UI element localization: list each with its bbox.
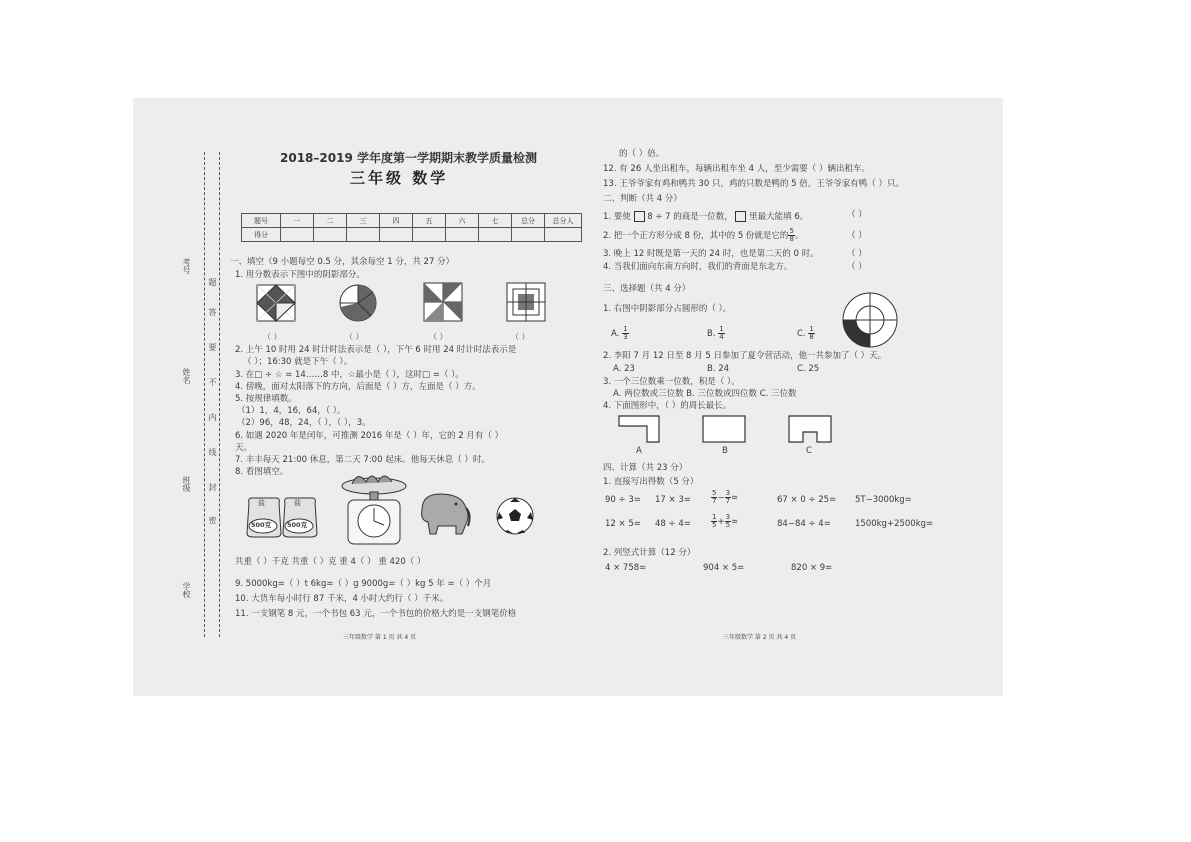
- score-input-cell[interactable]: [380, 228, 413, 242]
- score-table: [241, 213, 582, 242]
- score-cell: 总分: [512, 214, 545, 228]
- section-heading: 四、计算（共 23 分）: [603, 463, 688, 473]
- score-cell: 题号: [242, 214, 281, 228]
- score-cell: 七: [479, 214, 512, 228]
- calc-item: 5T−3000kg=: [855, 495, 912, 505]
- equals: =: [731, 517, 739, 527]
- fraction-denominator: 8: [809, 333, 814, 341]
- fraction-denominator: 7: [712, 497, 717, 505]
- choice-option[interactable]: C. 25: [797, 364, 820, 374]
- question-text: 的（ ）倍。: [619, 149, 665, 159]
- answer-blank[interactable]: （ ）: [511, 332, 530, 341]
- seal-char: 封: [208, 483, 217, 491]
- score-cell: 总分人: [545, 214, 582, 228]
- answer-blank[interactable]: （ ）: [345, 332, 364, 341]
- question-text: 1. 直接写出得数（5 分）: [603, 477, 699, 487]
- margin-label-school: 学校: [182, 582, 191, 598]
- question-text: 10. 大货车每小时行 87 千米，4 小时大约行（ ）千米。: [235, 594, 449, 604]
- calc-fraction-expression: [711, 514, 738, 529]
- choice-letter: A.: [611, 329, 620, 339]
- score-table-score-row: [242, 228, 582, 242]
- elephant-picture: [416, 490, 472, 536]
- fraction-numerator: 1: [809, 325, 814, 333]
- judge-text: 里最大能填 6。: [749, 212, 809, 222]
- question-text: 4. 下面图形中，（ ）的周长最长。: [603, 401, 732, 411]
- judge-text: 。: [794, 231, 804, 241]
- fraction-numerator: 1: [623, 325, 628, 333]
- calc-item: 48 ÷ 4=: [655, 519, 691, 529]
- shape-label: B: [722, 446, 728, 456]
- exam-sheet: [133, 98, 1003, 696]
- operator: +: [717, 517, 725, 527]
- choice-option[interactable]: [611, 326, 629, 341]
- calc-item: 4 × 758=: [605, 563, 647, 573]
- question-text: 12. 有 26 人坐出租车，每辆出租车坐 4 人，至少需要（ ）辆出租车。: [603, 164, 870, 174]
- fraction-pinwheel-figure: [422, 281, 464, 323]
- seal-char: 密: [208, 516, 217, 524]
- margin-label-class: 班级: [182, 476, 191, 492]
- question-text: （ ）；16:30 就是下午（ ）。: [243, 357, 353, 367]
- question-text: 2. 李阳 7 月 12 日至 8 月 5 日参加了夏令营活动，他一共参加了（ ）天。: [603, 351, 887, 361]
- binding-margin: [204, 152, 220, 637]
- fraction: [808, 326, 814, 341]
- fraction-denominator: 8: [789, 235, 794, 243]
- score-cell: 五: [413, 214, 446, 228]
- blank-box[interactable]: [735, 211, 746, 222]
- score-input-cell[interactable]: [314, 228, 347, 242]
- judge-text: 2. 把一个正方形分成 8 份，其中的 5 份就是它的: [603, 231, 789, 241]
- salt-bag-weight: 500克: [287, 521, 308, 529]
- seal-char: 内: [208, 413, 217, 421]
- score-cell: 四: [380, 214, 413, 228]
- question-text: 8. 看图填空。: [235, 467, 289, 477]
- choice-options[interactable]: A. 两位数或三位数 B. 三位数或四位数 C. 三位数: [613, 389, 797, 399]
- question-text: 1. 用分数表示下图中的阴影部分。: [235, 270, 365, 280]
- question-text: 5. 按规律填数。: [235, 394, 297, 404]
- score-table-header-row: [242, 214, 582, 228]
- answer-blank[interactable]: （ ）: [847, 249, 867, 259]
- answer-blank[interactable]: （ ）: [429, 332, 448, 341]
- choice-letter: C.: [797, 329, 806, 339]
- question-text: 1. 右图中阴影部分占圆形的（ ）。: [603, 304, 732, 314]
- equals: =: [731, 493, 739, 503]
- choice-option[interactable]: A. 23: [613, 364, 635, 374]
- score-input-cell[interactable]: [347, 228, 380, 242]
- calc-item: 67 × 0 ÷ 25=: [777, 495, 837, 505]
- score-cell: 六: [446, 214, 479, 228]
- seal-char: 答: [208, 308, 217, 316]
- answer-blank[interactable]: （ ）: [847, 231, 867, 241]
- judge-text: 8 ÷ 7 的商是一位数，: [647, 212, 733, 222]
- fraction-numerator: 1: [712, 513, 717, 521]
- circle-shading-figure: [840, 290, 900, 350]
- score-cell: 二: [314, 214, 347, 228]
- question-text: 3. 在□ ÷ ☆ = 14……8 中，☆最小是（ ），这时□ =（ ）。: [235, 370, 464, 380]
- answer-blank[interactable]: （ ）: [847, 262, 867, 272]
- score-cell: 三: [347, 214, 380, 228]
- score-input-cell[interactable]: [512, 228, 545, 242]
- seal-char: 不: [208, 378, 217, 386]
- seal-char: 要: [208, 343, 217, 351]
- score-input-cell[interactable]: [479, 228, 512, 242]
- fraction-square-figure: [505, 281, 547, 323]
- picture-captions: 共重（ ）千克 共重（ ）克 重 4（ ） 重 420（ ）: [235, 557, 426, 567]
- calc-item: 904 × 5=: [703, 563, 745, 573]
- section-heading: 一、填空（9 小题每空 0.5 分，其余每空 1 分，共 27 分）: [230, 257, 455, 267]
- judge-question: 4. 当我们面向东南方向时，我们的背面是东北方。: [603, 262, 793, 272]
- choice-letter: B.: [707, 329, 716, 339]
- exam-subtitle: 三年级 数学: [350, 169, 449, 187]
- question-text: 天。: [235, 443, 253, 453]
- fraction-denominator: 7: [725, 497, 731, 505]
- fraction-diamond-figure: [255, 283, 299, 323]
- fraction-denominator: 5: [712, 521, 717, 529]
- fraction-denominator: 3: [623, 333, 628, 341]
- fraction-circle-figure: [337, 283, 381, 323]
- calc-item: 90 ÷ 3=: [605, 495, 641, 505]
- question-text: 3. 一个三位数乘一位数，积是（ ）。: [603, 377, 740, 387]
- score-input-cell[interactable]: [446, 228, 479, 242]
- section-heading: 二、判断（共 4 分）: [603, 194, 682, 204]
- fraction-numerator: 5: [712, 489, 717, 497]
- judge-text: 1. 要使: [603, 212, 631, 222]
- judge-question: [603, 228, 803, 243]
- question-text: 7. 丰丰每天 21:00 休息，第二天 7:00 起床。他每天休息（ ）时。: [235, 455, 490, 465]
- score-cell: 一: [281, 214, 314, 228]
- score-cell: 得分: [242, 228, 281, 242]
- score-input-cell[interactable]: [413, 228, 446, 242]
- score-input-cell[interactable]: [545, 228, 582, 242]
- answer-blank[interactable]: （ ）: [847, 210, 867, 220]
- question-text: 2. 上午 10 时用 24 时计时法表示是（ ），下午 6 时用 24 时计时法表示是: [235, 345, 517, 355]
- page-footer: 三年级数学 第 1 页 共 4 页: [343, 634, 417, 641]
- choice-option[interactable]: [797, 326, 815, 341]
- seal-char: 题: [208, 278, 217, 286]
- calc-item: 820 × 9=: [791, 563, 833, 573]
- calc-item: 17 × 3=: [655, 495, 691, 505]
- question-text: 11. 一支钢笔 8 元，一个书包 63 元，一个书包的价格大约是一支钢笔价格: [235, 609, 517, 619]
- salt-bags-picture: [243, 493, 323, 539]
- score-input-cell[interactable]: [281, 228, 314, 242]
- question-text: 13. 王爷爷家有鸡和鸭共 30 只，鸡的只数是鸭的 5 倍，王爷爷家有鸭（ ）只。: [603, 179, 904, 189]
- answer-blank[interactable]: （ ）: [263, 332, 282, 341]
- fraction-numerator: 5: [789, 227, 794, 235]
- salt-bag-label: 盐: [294, 499, 301, 507]
- soccer-ball-picture: [495, 496, 535, 536]
- judge-question: 3. 晚上 12 时既是第一天的 24 时，也是第二天的 0 时。: [603, 249, 819, 259]
- blank-box[interactable]: [634, 211, 645, 222]
- margin-label-name: 姓名: [182, 368, 191, 384]
- fraction-denominator: 4: [719, 333, 724, 341]
- judge-question: [603, 211, 808, 222]
- question-text: 6. 如遇 2020 年是闰年，可推测 2016 年是（ ）年，它的 2 月有（ ）: [235, 431, 504, 441]
- fraction-numerator: 3: [725, 513, 731, 521]
- question-text: （2）96，48，24，（ ），（ ），3。: [237, 418, 371, 428]
- operator: −: [717, 493, 725, 503]
- salt-bag-label: 盐: [258, 499, 265, 507]
- choice-option[interactable]: B. 24: [707, 364, 730, 374]
- calc-fraction-expression: [711, 490, 738, 505]
- calc-item: 12 × 5=: [605, 519, 641, 529]
- fraction-numerator: 1: [719, 325, 724, 333]
- page-footer: 三年级数学 第 2 页 共 4 页: [723, 634, 797, 641]
- shape-label: A: [636, 446, 642, 456]
- question-text: 2. 列竖式计算（12 分）: [603, 548, 696, 558]
- margin-label-id: 考号: [182, 258, 191, 274]
- section-heading: 三、选择题（共 4 分）: [603, 284, 691, 294]
- fraction: [718, 326, 724, 341]
- scale-with-bananas-picture: [338, 470, 410, 548]
- seal-char: 线: [208, 448, 217, 456]
- question-text: 4. 傍晚，面对太阳落下的方向，后面是（ ）方，左面是（ ）方。: [235, 382, 481, 392]
- calc-item: 1500kg+2500kg=: [855, 519, 934, 529]
- shape-label: C: [806, 446, 812, 456]
- question-text: 9. 5000kg=（ ）t 6kg=（ ）g 9000g=（ ）kg 5 年 =（ ）个月: [235, 579, 492, 589]
- exam-title: 2018–2019 学年度第一学期期末教学质量检测: [280, 151, 537, 165]
- salt-bag-weight: 500克: [251, 521, 272, 529]
- calc-item: 84−84 ÷ 4=: [777, 519, 831, 529]
- perimeter-shapes-figure: [617, 414, 837, 446]
- fraction-denominator: 5: [725, 521, 731, 529]
- fraction: [622, 326, 628, 341]
- fraction-numerator: 3: [725, 489, 731, 497]
- question-text: （1）1，4，16，64，（ ）。: [237, 406, 346, 416]
- choice-option[interactable]: [707, 326, 725, 341]
